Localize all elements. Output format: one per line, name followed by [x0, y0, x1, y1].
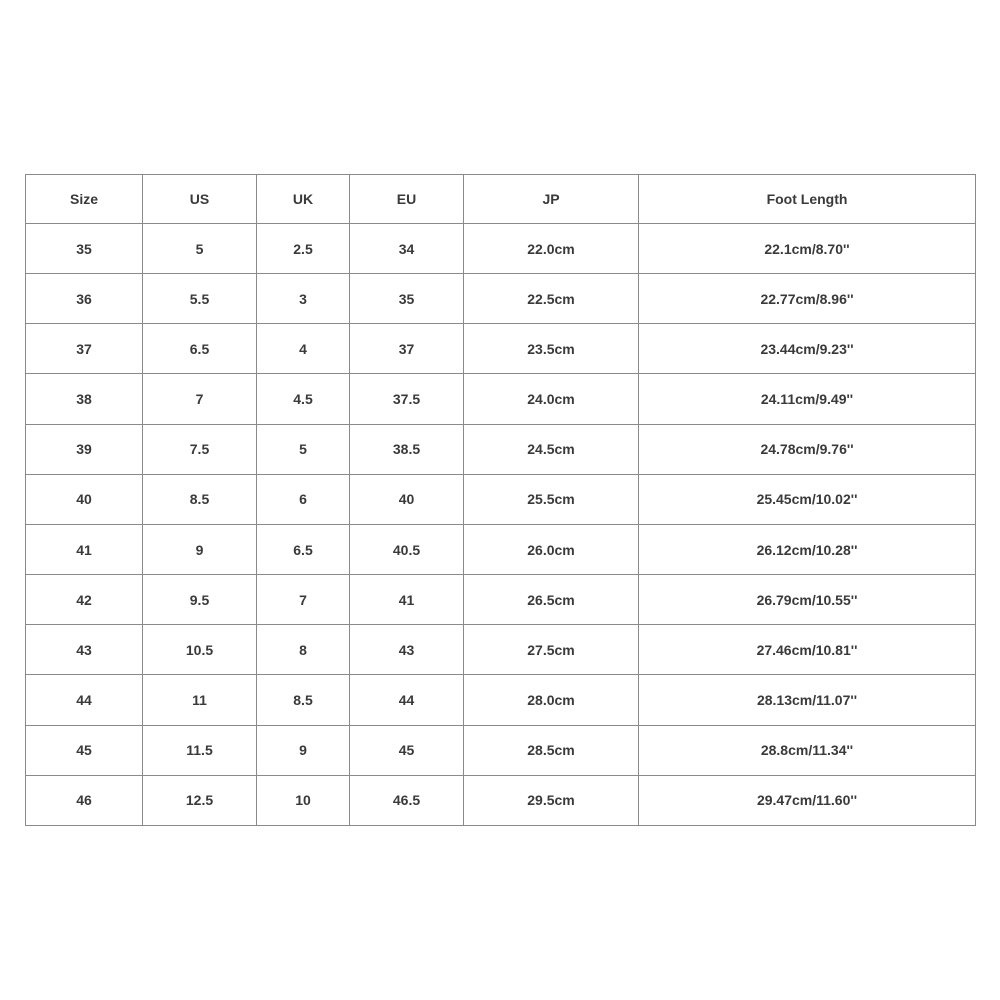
cell-us: 7 [143, 374, 257, 424]
cell-eu: 37 [350, 324, 464, 374]
cell-foot-length: 28.8cm/11.34'' [639, 725, 976, 775]
cell-us: 10.5 [143, 625, 257, 675]
cell-foot-length: 23.44cm/9.23'' [639, 324, 976, 374]
cell-us: 5.5 [143, 274, 257, 324]
table-row [26, 625, 976, 675]
cell-uk: 8.5 [257, 675, 350, 725]
cell-foot-length: 27.46cm/10.81'' [639, 625, 976, 675]
cell-jp: 26.0cm [464, 524, 639, 574]
cell-foot-length: 26.12cm/10.28'' [639, 524, 976, 574]
cell-jp: 29.5cm [464, 775, 639, 825]
cell-uk: 8 [257, 625, 350, 675]
cell-uk: 9 [257, 725, 350, 775]
table-row [26, 324, 976, 374]
cell-us: 9 [143, 524, 257, 574]
cell-us: 6.5 [143, 324, 257, 374]
cell-us: 7.5 [143, 424, 257, 474]
table-row [26, 274, 976, 324]
cell-uk: 7 [257, 575, 350, 625]
cell-eu: 38.5 [350, 424, 464, 474]
table-row [26, 775, 976, 825]
cell-eu: 46.5 [350, 775, 464, 825]
cell-eu: 43 [350, 625, 464, 675]
cell-eu: 35 [350, 274, 464, 324]
cell-uk: 6 [257, 474, 350, 524]
cell-uk: 2.5 [257, 224, 350, 274]
header-uk: UK [257, 175, 350, 224]
cell-foot-length: 24.11cm/9.49'' [639, 374, 976, 424]
cell-size: 39 [26, 424, 143, 474]
cell-us: 11.5 [143, 725, 257, 775]
cell-uk: 4 [257, 324, 350, 374]
cell-foot-length: 25.45cm/10.02'' [639, 474, 976, 524]
cell-size: 37 [26, 324, 143, 374]
cell-jp: 27.5cm [464, 625, 639, 675]
cell-us: 5 [143, 224, 257, 274]
table-row [26, 474, 976, 524]
cell-jp: 28.0cm [464, 675, 639, 725]
header-jp: JP [464, 175, 639, 224]
cell-uk: 5 [257, 424, 350, 474]
cell-eu: 34 [350, 224, 464, 274]
cell-foot-length: 29.47cm/11.60'' [639, 775, 976, 825]
cell-uk: 6.5 [257, 524, 350, 574]
cell-jp: 28.5cm [464, 725, 639, 775]
cell-foot-length: 28.13cm/11.07'' [639, 675, 976, 725]
table-row [26, 424, 976, 474]
cell-eu: 40.5 [350, 524, 464, 574]
cell-eu: 45 [350, 725, 464, 775]
cell-size: 42 [26, 575, 143, 625]
cell-size: 45 [26, 725, 143, 775]
cell-jp: 23.5cm [464, 324, 639, 374]
cell-size: 35 [26, 224, 143, 274]
cell-foot-length: 26.79cm/10.55'' [639, 575, 976, 625]
cell-foot-length: 22.77cm/8.96'' [639, 274, 976, 324]
table-row [26, 675, 976, 725]
cell-size: 38 [26, 374, 143, 424]
cell-jp: 24.0cm [464, 374, 639, 424]
table-row [26, 224, 976, 274]
cell-us: 11 [143, 675, 257, 725]
cell-size: 43 [26, 625, 143, 675]
header-size: Size [26, 175, 143, 224]
table-row [26, 575, 976, 625]
cell-foot-length: 24.78cm/9.76'' [639, 424, 976, 474]
cell-jp: 26.5cm [464, 575, 639, 625]
cell-jp: 25.5cm [464, 474, 639, 524]
cell-uk: 10 [257, 775, 350, 825]
cell-us: 9.5 [143, 575, 257, 625]
cell-jp: 22.5cm [464, 274, 639, 324]
table-row [26, 524, 976, 574]
cell-uk: 4.5 [257, 374, 350, 424]
cell-size: 40 [26, 474, 143, 524]
cell-uk: 3 [257, 274, 350, 324]
cell-us: 8.5 [143, 474, 257, 524]
table-header-row [26, 175, 976, 224]
header-eu: EU [350, 175, 464, 224]
cell-us: 12.5 [143, 775, 257, 825]
table-row [26, 374, 976, 424]
header-us: US [143, 175, 257, 224]
cell-eu: 40 [350, 474, 464, 524]
table-row [26, 725, 976, 775]
cell-size: 46 [26, 775, 143, 825]
header-foot-length: Foot Length [639, 175, 976, 224]
cell-foot-length: 22.1cm/8.70'' [639, 224, 976, 274]
cell-jp: 22.0cm [464, 224, 639, 274]
cell-jp: 24.5cm [464, 424, 639, 474]
cell-eu: 44 [350, 675, 464, 725]
cell-eu: 37.5 [350, 374, 464, 424]
cell-size: 41 [26, 524, 143, 574]
cell-size: 36 [26, 274, 143, 324]
size-chart-table [25, 174, 976, 826]
cell-eu: 41 [350, 575, 464, 625]
cell-size: 44 [26, 675, 143, 725]
